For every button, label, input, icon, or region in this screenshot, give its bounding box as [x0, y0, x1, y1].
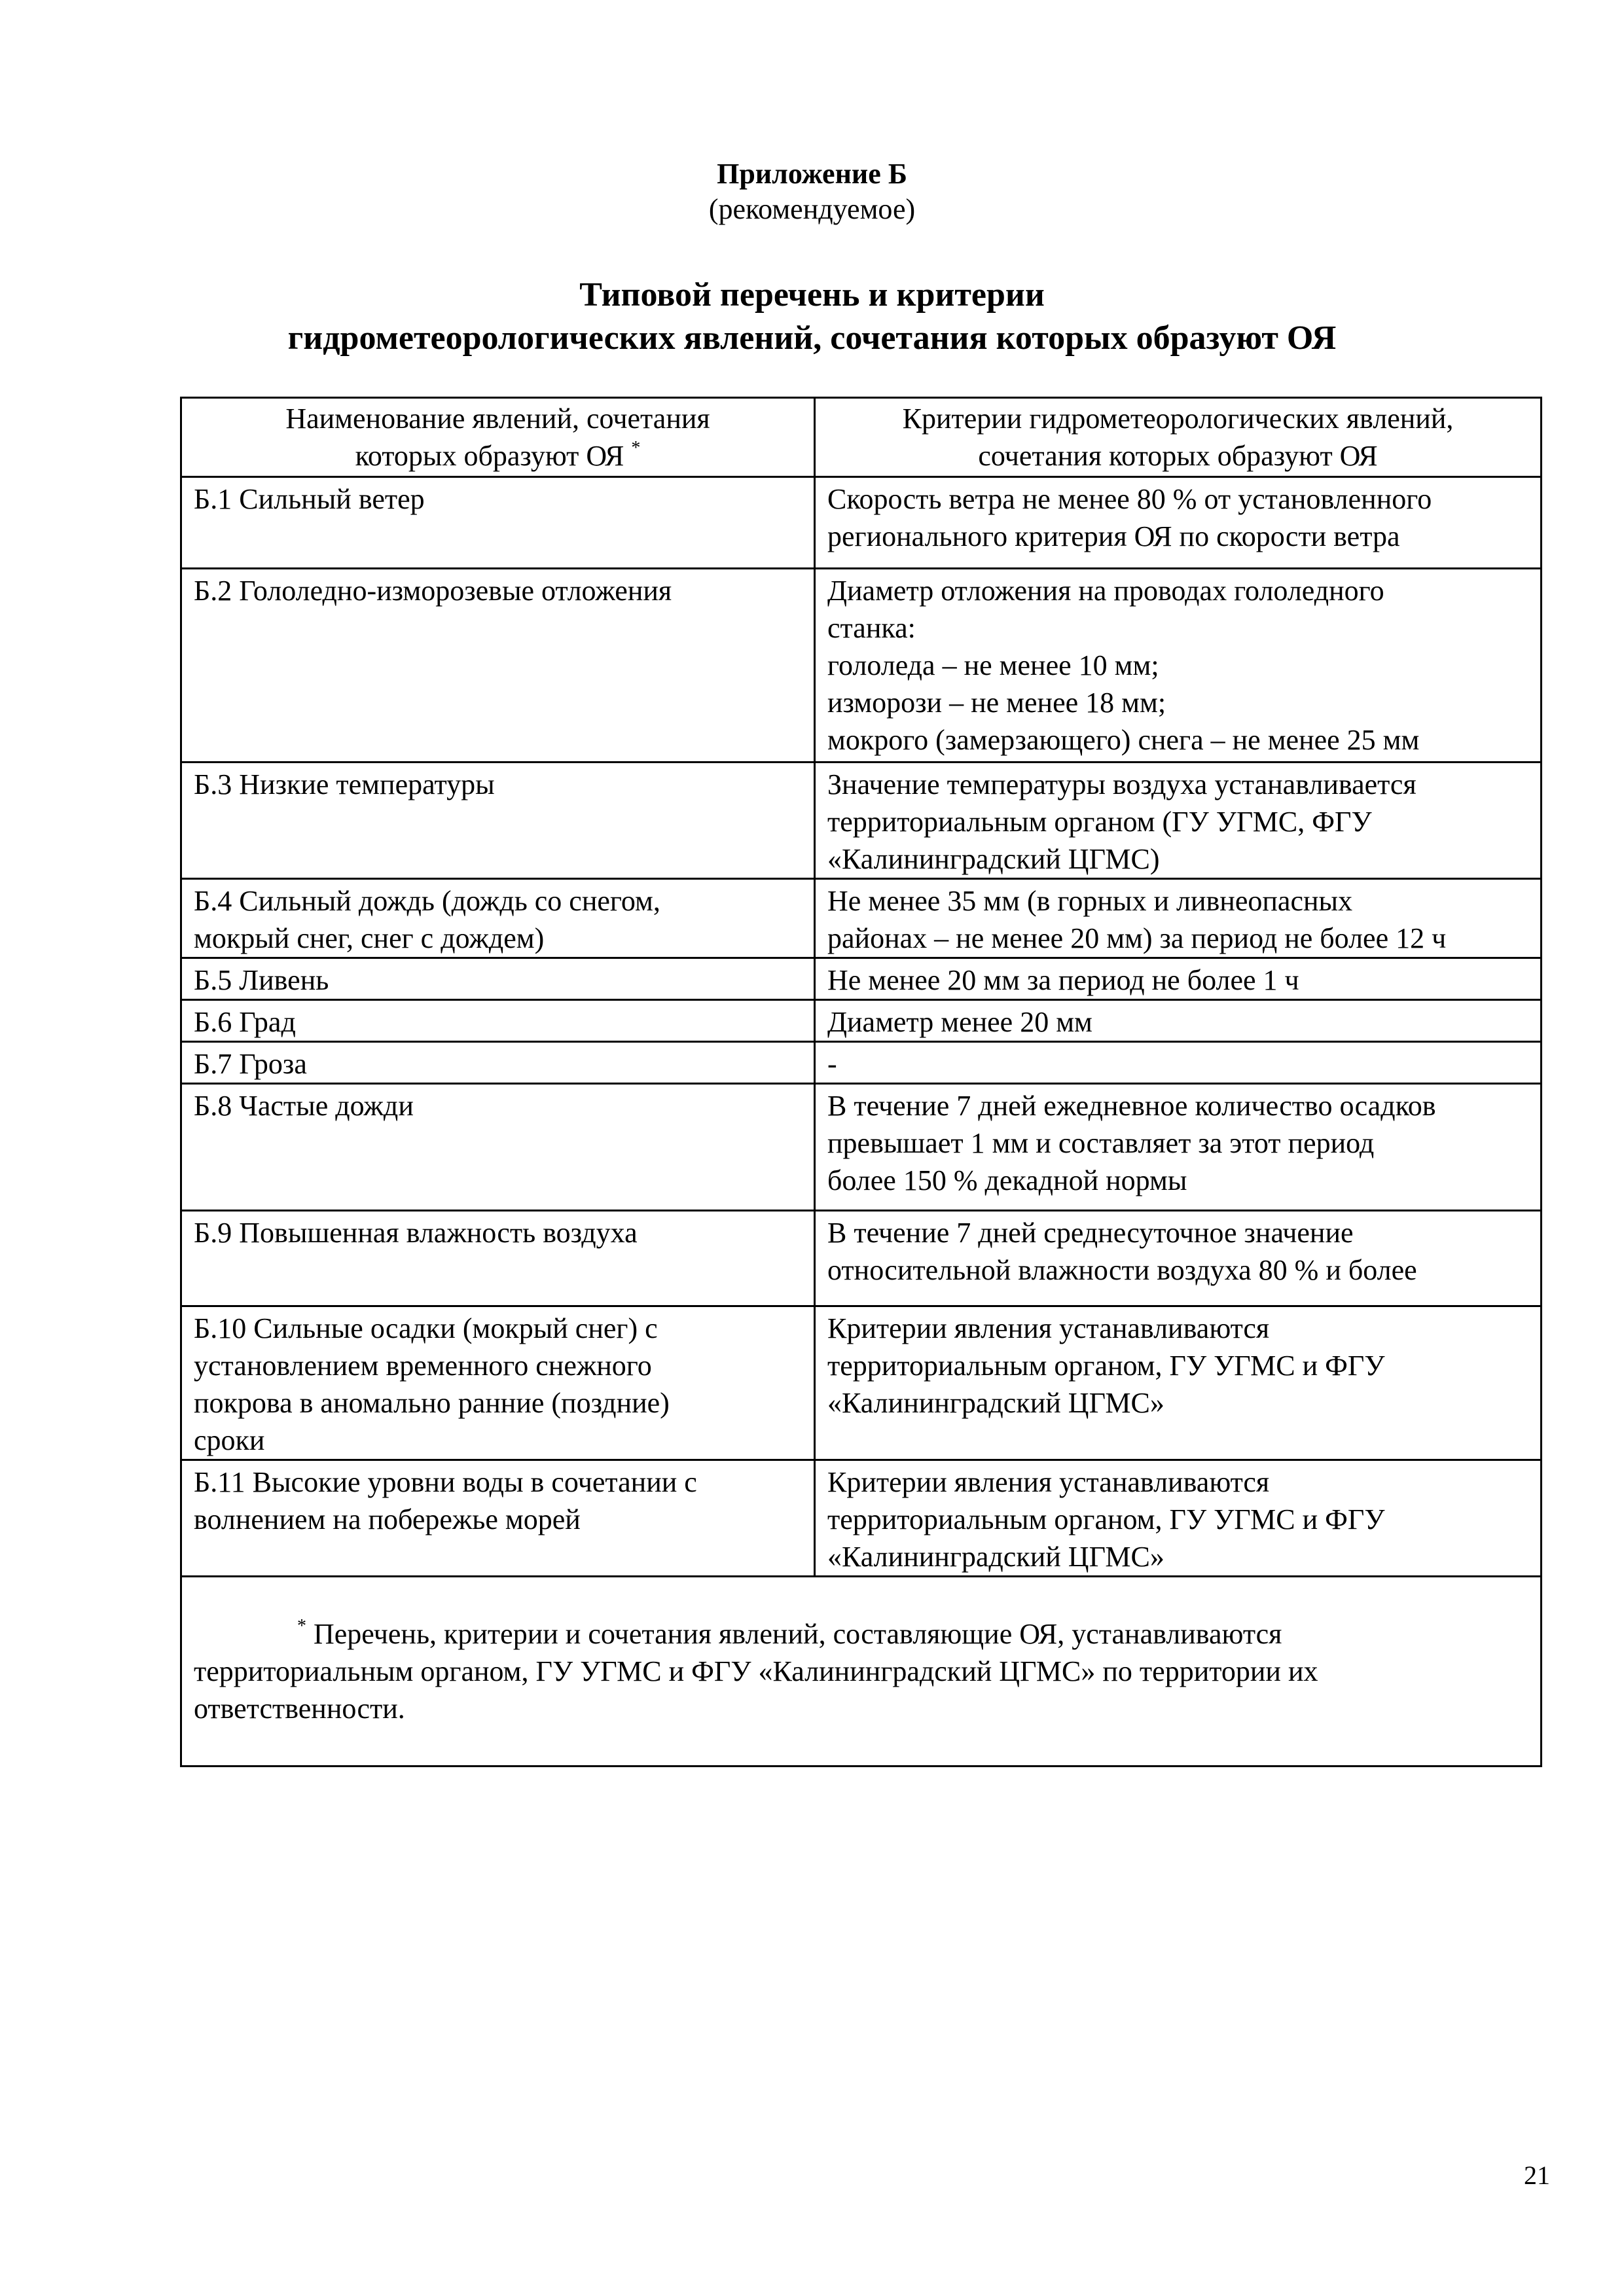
phenomenon-cell: [181, 1211, 815, 1306]
footnote-marker: *: [631, 438, 641, 458]
cell-line: Б.7 Гроза: [194, 1048, 307, 1080]
criteria-cell: [815, 1084, 1542, 1211]
cell-line: -: [827, 1048, 837, 1080]
title-line-2: гидрометеорологических явлений, сочетания которых образуют ОЯ: [287, 319, 1337, 357]
cell-line: Не менее 20 мм за период не более 1 ч: [827, 964, 1299, 996]
cell-line: Значение температуры воздуха устанавливается: [827, 768, 1416, 800]
header-line: Критерии гидрометеорологических явлений,: [902, 403, 1454, 435]
footnote-row: [181, 1577, 1542, 1767]
cell-line: Б.1 Сильный ветер: [194, 483, 425, 515]
cell-line: установлением временного снежного: [194, 1350, 652, 1382]
criteria-cell: [815, 477, 1542, 569]
phenomenon-cell: [181, 958, 815, 1000]
cell-line: сроки: [194, 1424, 265, 1456]
criteria-table: [180, 397, 1542, 1767]
cell-line: Б.4 Сильный дождь (дождь со снегом,: [194, 885, 660, 917]
table-row: [181, 1211, 1542, 1306]
criteria-cell: [815, 762, 1542, 879]
cell-line: Б.6 Град: [194, 1006, 296, 1038]
cell-line: «Калининградский ЦГМС»: [827, 1387, 1164, 1419]
phenomenon-cell: [181, 1000, 815, 1042]
footnote-line: ответственности.: [194, 1693, 405, 1725]
footnote-cell: [181, 1577, 1542, 1767]
cell-line: В течение 7 дней ежедневное количество осадков: [827, 1090, 1436, 1122]
table-row: [181, 762, 1542, 879]
header-line: сочетания которых образуют ОЯ: [978, 440, 1378, 472]
cell-line: «Калининградский ЦГМС): [827, 843, 1160, 875]
cell-line: Б.8 Частые дожди: [194, 1090, 414, 1122]
phenomenon-cell: [181, 879, 815, 958]
cell-line: Б.10 Сильные осадки (мокрый снег) с: [194, 1312, 658, 1344]
table-row: [181, 1460, 1542, 1577]
cell-line: изморози – не менее 18 мм;: [827, 687, 1166, 719]
cell-line: Б.3 Низкие температуры: [194, 768, 495, 800]
cell-line: Критерии явления устанавливаются: [827, 1312, 1270, 1344]
phenomenon-cell: [181, 1460, 815, 1577]
cell-line: волнением на побережье морей: [194, 1503, 581, 1535]
header-line: Наименование явлений, сочетания: [285, 403, 710, 435]
criteria-cell: [815, 958, 1542, 1000]
header-phenomena: [181, 398, 815, 477]
cell-line: покрова в аномально ранние (поздние): [194, 1387, 670, 1419]
table-row: [181, 1000, 1542, 1042]
footnote-marker: *: [297, 1616, 306, 1636]
cell-line: станка:: [827, 612, 916, 644]
cell-line: Диаметр отложения на проводах гололедного: [827, 575, 1384, 607]
phenomenon-cell: [181, 1306, 815, 1460]
cell-line: районах – не менее 20 мм) за период не более 12 ч: [827, 922, 1447, 954]
cell-line: гололеда – не менее 10 мм;: [827, 649, 1159, 681]
phenomenon-cell: [181, 762, 815, 879]
criteria-cell: [815, 1042, 1542, 1084]
cell-line: Скорость ветра не менее 80 % от установленного: [827, 483, 1432, 515]
cell-line: территориальным органом (ГУ УГМС, ФГУ: [827, 806, 1372, 838]
cell-line: мокрого (замерзающего) снега – не менее 25 мм: [827, 724, 1420, 756]
table-row: [181, 1042, 1542, 1084]
criteria-cell: [815, 569, 1542, 762]
cell-line: Диаметр менее 20 мм: [827, 1006, 1092, 1038]
cell-line: Б.11 Высокие уровни воды в сочетании с: [194, 1466, 697, 1498]
cell-line: Б.5 Ливень: [194, 964, 329, 996]
cell-line: регионального критерия ОЯ по скорости ветра: [827, 520, 1400, 552]
phenomenon-cell: [181, 477, 815, 569]
phenomenon-cell: [181, 1042, 815, 1084]
cell-line: мокрый снег, снег с дождем): [194, 922, 545, 954]
table-row: [181, 958, 1542, 1000]
table-row: [181, 477, 1542, 569]
phenomenon-cell: [181, 569, 815, 762]
cell-line: Б.9 Повышенная влажность воздуха: [194, 1217, 638, 1249]
cell-line: В течение 7 дней среднесуточное значение: [827, 1217, 1354, 1249]
cell-line: превышает 1 мм и составляет за этот период: [827, 1127, 1375, 1159]
footnote-line: территориальным органом, ГУ УГМС и ФГУ «Калининградский ЦГМС» по территории их: [194, 1655, 1318, 1687]
table-row: [181, 879, 1542, 958]
footnote-line: [194, 1615, 1528, 1653]
table-row: [181, 1306, 1542, 1460]
criteria-cell: [815, 1211, 1542, 1306]
cell-line: Б.2 Гололедно-изморозевые отложения: [194, 575, 672, 607]
cell-line: территориальным органом, ГУ УГМС и ФГУ: [827, 1503, 1385, 1535]
header-line-text: которых образуют ОЯ: [355, 440, 624, 472]
table-row: [181, 569, 1542, 762]
cell-line: относительной влажности воздуха 80 % и более: [827, 1254, 1417, 1286]
phenomenon-cell: [181, 1084, 815, 1211]
cell-line: более 150 % декадной нормы: [827, 1164, 1187, 1196]
cell-line: Не менее 35 мм (в горных и ливнеопасных: [827, 885, 1353, 917]
cell-line: Критерии явления устанавливаются: [827, 1466, 1270, 1498]
header-line: [189, 437, 807, 475]
cell-line: «Калининградский ЦГМС»: [827, 1541, 1164, 1573]
annex-title: Приложение Б: [717, 158, 907, 190]
criteria-cell: [815, 1306, 1542, 1460]
footnote-text: Перечень, критерии и сочетания явлений, составляющие ОЯ, устанавливаются: [306, 1618, 1282, 1650]
header-criteria: [815, 398, 1542, 477]
table-header-row: [181, 398, 1542, 477]
criteria-cell: [815, 1460, 1542, 1577]
criteria-cell: [815, 879, 1542, 958]
title-line-1: Типовой перечень и критерии: [579, 276, 1045, 314]
cell-line: территориальным органом, ГУ УГМС и ФГУ: [827, 1350, 1385, 1382]
document-title: [0, 274, 1624, 360]
criteria-cell: [815, 1000, 1542, 1042]
page-number: 21: [1524, 2161, 1550, 2190]
annex-subtitle: (рекомендуемое): [708, 193, 916, 225]
table-row: [181, 1084, 1542, 1211]
